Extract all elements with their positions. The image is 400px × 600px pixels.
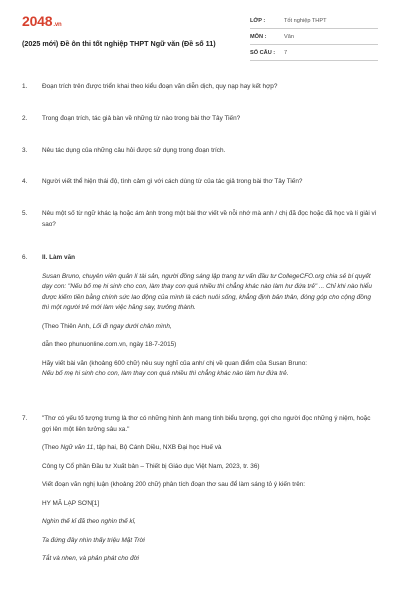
meta-key: SỐ CÂU : bbox=[250, 49, 276, 56]
question-1 bbox=[22, 82, 378, 93]
poem-line: Tắt và nhen, và phản phát cho đời bbox=[42, 555, 139, 562]
meta-key: LỚP : bbox=[250, 17, 266, 24]
meta-row-class bbox=[250, 13, 378, 29]
question-text: Trong đoạn trích, tác giả bàn về những từ nào trong bài thơ Tây Tiến? bbox=[42, 115, 241, 122]
page-title: (2025 mới) Đề ôn thi tốt nghiệp THPT Ngữ văn (Đề số 11) bbox=[22, 39, 216, 48]
poem-line: Ta đứng đây nhìn thấy triệu Mặt Trời bbox=[42, 536, 145, 544]
section-heading: II. Làm văn bbox=[42, 254, 76, 261]
question-text: Đoạn trích trên được triển khai theo kiểu đoạn văn diễn dịch, quy nạp hay kết hợp? bbox=[42, 83, 278, 90]
question-body bbox=[42, 253, 378, 380]
source-line: (Theo Ngữ văn 11, tập hai, Bộ Cánh Diều, NXB Đại học Huế và bbox=[42, 444, 222, 451]
question-number: 3. bbox=[22, 147, 28, 154]
question-7 bbox=[22, 414, 378, 573]
question-number: 1. bbox=[22, 83, 28, 90]
question-text: Nêu tác dụng của những câu hỏi được sử dụng trong đoạn trích. bbox=[42, 147, 226, 154]
meta-key: MÔN : bbox=[250, 33, 267, 40]
brand-block bbox=[22, 13, 242, 63]
quote-text: Susan Bruno, chuyên viên quản lí tài sản, người đồng sáng lập trang tư vấn đầu tư CollegeCFO.org chia sẻ bí quyết dạy con: "Nếu bố mẹ hi sinh cho con, làm thay con quá nhiều thì chẳng khác nào làm hư đứa trẻ" ... Chỉ khi nào hiểu được kiếm tiền bằng chính sức lao động của mình là cách nuôi sống, khẳng định bản thân, đóng góp cho cộng đồng thì một người trẻ mới làm việc hăng say, trưởng thành. bbox=[42, 272, 372, 311]
question-number: 2. bbox=[22, 115, 28, 122]
meta-row-count bbox=[250, 45, 378, 61]
task-text: Viết đoạn văn nghị luận (khoảng 200 chữ) phân tích đoạn thơ sau để làm sáng tỏ ý kiến trên: bbox=[42, 481, 306, 488]
exam-meta bbox=[250, 13, 378, 63]
meta-value: Tốt nghiệp THPT bbox=[284, 17, 327, 24]
question-6 bbox=[22, 253, 378, 380]
question-number: 6. bbox=[22, 254, 28, 261]
question-5 bbox=[22, 209, 378, 230]
question-4 bbox=[22, 177, 378, 188]
question-body bbox=[42, 414, 378, 573]
poem-title: HY MÃ LẠP SƠN[1] bbox=[42, 499, 100, 507]
question-number: 4. bbox=[22, 178, 28, 185]
question-number: 7. bbox=[22, 415, 28, 422]
question-2 bbox=[22, 114, 378, 125]
poem-line: Nghìn thế kỉ đã theo nghìn thế kỉ, bbox=[42, 518, 136, 525]
question-text: Nêu một số từ ngữ khác lạ hoặc ám ảnh trong một bài thơ viết về nỗi nhớ mà anh / chị đã đọc hoặc đã học và lí giải vì sao? bbox=[42, 210, 377, 228]
meta-row-subject bbox=[250, 29, 378, 45]
task-text: Hãy viết bài văn (khoảng 600 chữ) nêu suy nghĩ của anh/ chị về quan điểm của Susan Bruno: bbox=[42, 359, 308, 367]
source-line: (Theo Thiên Anh, Lối đi ngay dưới chân mình, bbox=[42, 322, 172, 330]
question-number: 5. bbox=[22, 210, 28, 217]
source-line-2: Công ty Cổ phần Đầu tư Xuất bản – Thiết bị Giáo dục Việt Nam, 2023, tr. 36) bbox=[42, 462, 260, 470]
intro-text: "Thơ có yếu tố tượng trưng là thơ có những hình ảnh mang tính biểu tượng, gợi cho người đọc những ý niệm, hoặc gợi lên một liên tưởng sâu xa." bbox=[42, 415, 371, 433]
page-header bbox=[22, 0, 378, 63]
site-logo[interactable]: 2048.vn bbox=[22, 13, 62, 29]
task-quote: Nếu bố mẹ hi sinh cho con, làm thay con quá nhiều thì chẳng khác nào làm hư đứa trẻ. bbox=[42, 370, 289, 377]
source-line-2: dẫn theo phunuonline.com.vn, ngày 18-7-2015) bbox=[42, 341, 177, 348]
question-3 bbox=[22, 146, 378, 157]
question-text: Người viết thể hiện thái độ, tình cảm gì với cách dùng từ của tác giả trong bài thơ Tây Tiến? bbox=[42, 178, 303, 185]
meta-value: Văn bbox=[284, 33, 294, 40]
meta-value: 7 bbox=[284, 49, 288, 56]
